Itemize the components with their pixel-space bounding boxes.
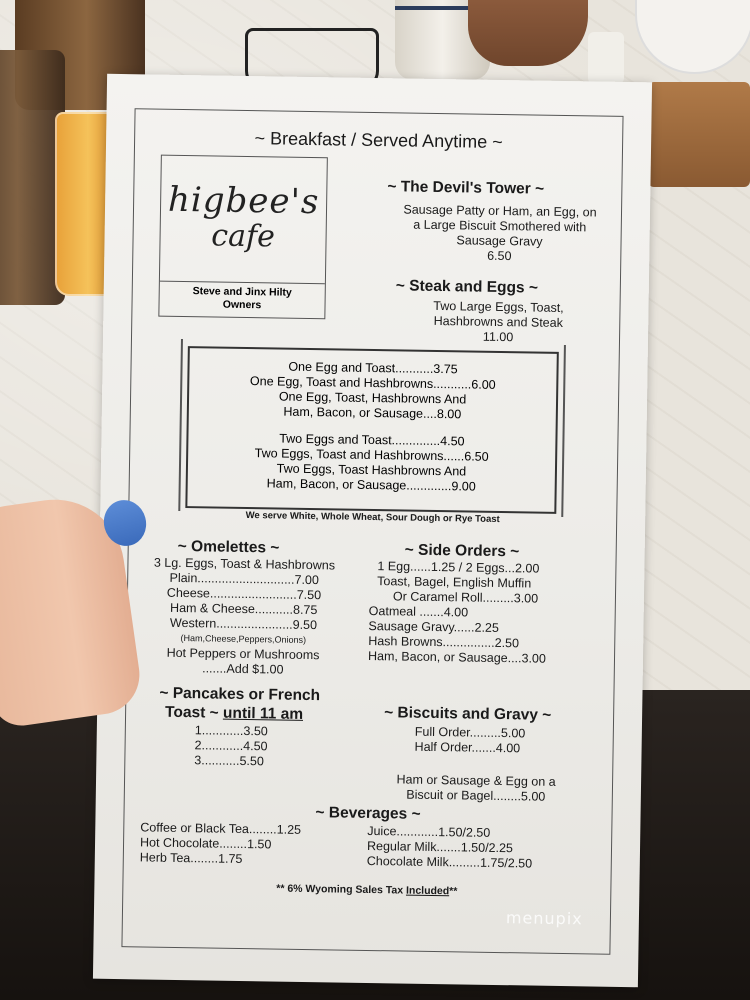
menu-sheet bbox=[93, 74, 652, 987]
tax-note-included: Included bbox=[405, 884, 450, 898]
biscuit-extra-line-2: Biscuit or Bagel........5.00 bbox=[406, 787, 546, 804]
side-order-line: 1 Egg......1.25 / 2 Eggs...2.00 bbox=[377, 559, 540, 576]
devils-tower-line-1: Sausage Patty or Ham, an Egg, on bbox=[403, 202, 597, 220]
owners-label: Owners bbox=[222, 298, 262, 312]
devils-tower-desc bbox=[354, 202, 645, 267]
beverage-line: Juice............1.50/2.50 bbox=[367, 823, 491, 840]
combo-item: One Egg, Toast, Hashbrowns And bbox=[278, 389, 467, 407]
watermark: menupix bbox=[505, 908, 583, 929]
beverage-line: Chocolate Milk.........1.75/2.50 bbox=[366, 853, 533, 871]
side-orders-list bbox=[368, 559, 548, 667]
pancakes-until-11: until 11 am bbox=[222, 704, 304, 723]
devils-tower-heading: ~ The Devil's Tower ~ bbox=[387, 178, 545, 198]
pancake-line: 2............4.50 bbox=[194, 738, 268, 754]
omelette-line: Hot Peppers or Mushrooms bbox=[166, 645, 320, 663]
side-order-line: Sausage Gravy......2.25 bbox=[368, 618, 500, 635]
combo-item: Two Eggs, Toast Hashbrowns And bbox=[276, 461, 467, 479]
biscuit-line: Half Order.......4.00 bbox=[414, 739, 521, 756]
omelette-line: Western......................9.50 bbox=[169, 615, 318, 633]
beverage-line: Herb Tea........1.75 bbox=[139, 850, 243, 866]
pancakes-heading-2a: Toast ~ bbox=[164, 703, 224, 722]
side-order-line: Hash Browns...............2.50 bbox=[368, 633, 520, 651]
side-order-line: Ham, Bacon, or Sausage....3.00 bbox=[367, 648, 547, 666]
side-order-line: Oatmeal .......4.00 bbox=[368, 603, 469, 620]
biscuits-heading: ~ Biscuits and Gravy ~ bbox=[384, 704, 552, 724]
owners-text bbox=[159, 285, 324, 314]
pancake-line: 1............3.50 bbox=[194, 723, 268, 739]
devils-tower-price: 6.50 bbox=[487, 248, 512, 264]
beverage-line: Hot Chocolate........1.50 bbox=[139, 835, 272, 852]
beverage-line: Coffee or Black Tea........1.25 bbox=[140, 820, 302, 837]
combo-item: Ham, Bacon, or Sausage.............9.00 bbox=[266, 476, 476, 494]
toast-note: We serve White, Whole Wheat, Sour Dough or Rye Toast bbox=[245, 510, 500, 525]
menu-title: ~ Breakfast / Served Anytime ~ bbox=[254, 128, 503, 152]
logo-line-2: cafe bbox=[211, 218, 276, 255]
napkin-holder bbox=[648, 82, 750, 187]
combo-item: Two Eggs, Toast and Hashbrowns......6.50 bbox=[254, 446, 489, 464]
side-order-line: Toast, Bagel, English Muffin bbox=[377, 574, 532, 591]
beverages-left bbox=[140, 820, 301, 868]
egg-combos-box bbox=[185, 346, 558, 514]
pancakes-list bbox=[194, 723, 268, 769]
logo-line-1: higbee's bbox=[167, 179, 320, 223]
side-orders-heading: ~ Side Orders ~ bbox=[404, 541, 520, 561]
steak-eggs-heading: ~ Steak and Eggs ~ bbox=[395, 277, 539, 297]
devils-tower-line-3: Sausage Gravy bbox=[456, 233, 543, 249]
biscuit-line: Full Order.........5.00 bbox=[414, 724, 526, 741]
pancake-line: 3...........5.50 bbox=[194, 753, 264, 769]
omelette-line: (Ham,Cheese,Peppers,Onions) bbox=[180, 632, 307, 645]
steak-eggs-price: 11.00 bbox=[482, 329, 514, 345]
omelettes-heading: ~ Omelettes ~ bbox=[177, 537, 280, 557]
pancakes-heading-1: ~ Pancakes or French bbox=[159, 684, 321, 705]
beverages-heading: ~ Beverages ~ bbox=[315, 804, 421, 823]
tax-note-text: ** 6% Wyoming Sales Tax bbox=[276, 882, 407, 897]
combo-item: One Egg, Toast and Hashbrowns...........6.00 bbox=[249, 374, 496, 392]
biscuits-list bbox=[414, 725, 525, 757]
pancakes-heading-2 bbox=[165, 704, 303, 724]
steak-eggs-line-1: Two Large Eggs, Toast, bbox=[433, 298, 564, 315]
cafe-logo bbox=[158, 155, 328, 320]
omelette-line: Cheese.........................7.50 bbox=[166, 585, 322, 603]
owners-names: Steve and Jinx Hilty bbox=[192, 285, 292, 299]
steak-eggs-desc bbox=[358, 298, 639, 347]
biscuit-extra-line-1: Ham or Sausage & Egg on a bbox=[396, 772, 556, 789]
side-order-line: Or Caramel Roll.........3.00 bbox=[392, 589, 539, 606]
devils-tower-line-2: a Large Biscuit Smothered with bbox=[413, 217, 587, 235]
omelette-line: 3 Lg. Eggs, Toast & Hashbrowns bbox=[153, 555, 336, 573]
beverage-line: Regular Milk.......1.50/2.25 bbox=[366, 838, 514, 856]
creamer-cup bbox=[588, 32, 624, 84]
biscuits-extra bbox=[366, 772, 586, 805]
omelettes-list bbox=[138, 555, 350, 678]
omelette-line: Plain............................7.00 bbox=[169, 570, 320, 588]
omelette-line: .......Add $1.00 bbox=[202, 661, 284, 677]
tax-note-end: ** bbox=[449, 885, 458, 898]
combo-item: One Egg and Toast...........3.75 bbox=[288, 359, 458, 377]
combo-item: Two Eggs and Toast..............4.50 bbox=[279, 431, 465, 449]
omelette-line: Ham & Cheese...........8.75 bbox=[169, 600, 318, 618]
combo-item: Ham, Bacon, or Sausage....8.00 bbox=[283, 404, 462, 422]
steak-eggs-line-2: Hashbrowns and Steak bbox=[433, 313, 564, 330]
beverages-right bbox=[367, 824, 533, 872]
